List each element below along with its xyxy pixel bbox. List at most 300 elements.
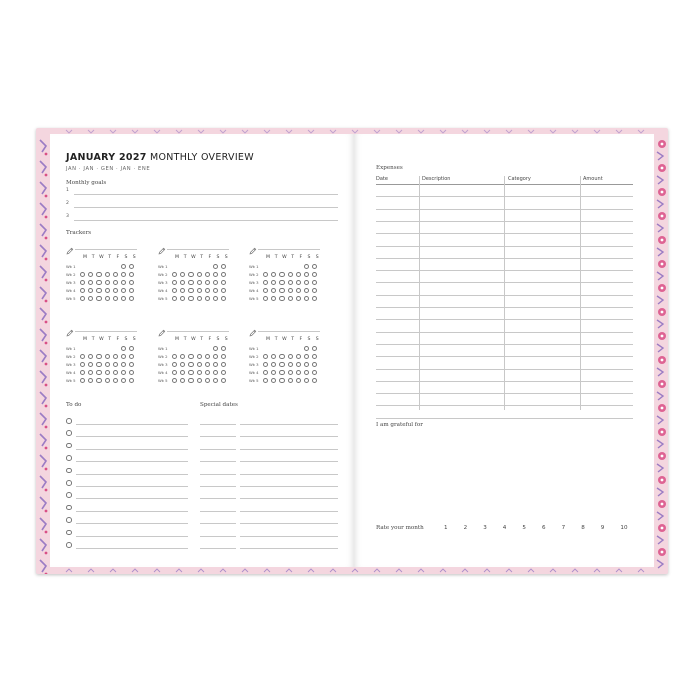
weekday-label: M [83, 255, 87, 260]
tracker-circle [312, 288, 317, 293]
edge-sprig [264, 130, 270, 133]
habit-tracker [158, 324, 233, 383]
tracker-circle [88, 354, 93, 359]
tracker-circle [221, 264, 226, 269]
flower-leaf [657, 464, 663, 472]
tracker-circle [296, 362, 301, 367]
weekday-label: T [200, 337, 203, 342]
edge-sprig [374, 569, 380, 572]
edge-sprig [198, 569, 204, 572]
tracker-circle [304, 296, 309, 301]
tracker-circle [113, 354, 118, 359]
goal-line [74, 194, 338, 195]
tracker-circle [121, 264, 126, 269]
tracker-circle [129, 288, 134, 293]
special-date-short-line [200, 523, 236, 524]
tracker-circle [263, 296, 268, 301]
sprig-bud [45, 489, 48, 492]
tracker-circle [221, 378, 226, 383]
tracker-name-line [258, 331, 320, 332]
column-amount: Amount [583, 176, 603, 182]
tracker-circle [304, 346, 309, 351]
tracker-circle [279, 288, 284, 293]
tracker-circle [96, 288, 101, 293]
tracker-circle [121, 280, 126, 285]
weekday-label: T [183, 337, 187, 342]
tracker-circle [304, 362, 309, 367]
edge-sprig [66, 569, 72, 572]
title-month: JANUARY 2027 [66, 152, 147, 163]
week-label: Wk 4 [249, 370, 259, 375]
week-label: Wk 4 [158, 370, 168, 375]
todo-line [76, 449, 188, 450]
weekday-label: M [175, 255, 179, 260]
week-label: Wk 4 [66, 370, 76, 375]
edge-sprig [594, 569, 600, 572]
edge-sprig [484, 569, 490, 572]
column-category: Category [508, 176, 531, 182]
tracker-circle [197, 280, 202, 285]
week-label: Wk 2 [249, 272, 259, 277]
tracker-circle [221, 280, 226, 285]
tracker-circle [312, 354, 317, 359]
habit-tracker [66, 324, 141, 383]
tracker-circle [121, 272, 126, 277]
edge-sprig [132, 130, 138, 133]
tracker-circle [304, 370, 309, 375]
weekday-label: W [191, 337, 196, 342]
sprig-bud [45, 531, 48, 534]
pencil-icon [66, 324, 74, 332]
tracker-circle [271, 378, 276, 383]
weekday-label: S [132, 255, 136, 260]
special-dates-label: Special dates [200, 402, 238, 408]
week-label: Wk 3 [158, 280, 168, 285]
sprig-leaf [40, 140, 46, 152]
sprig-bud [45, 552, 48, 555]
tracker-circle [304, 264, 309, 269]
grateful-label: I am grateful for [376, 422, 423, 428]
edge-sprig [374, 130, 380, 133]
sprig-bud [45, 342, 48, 345]
weekday-label: F [299, 337, 303, 342]
tracker-circle [296, 280, 301, 285]
sprig-leaf [40, 224, 46, 236]
sprig-leaf [40, 476, 46, 488]
sprig-bud [45, 321, 48, 324]
flower-center [661, 143, 664, 146]
sprig-leaf [40, 434, 46, 446]
tracker-circle [312, 370, 317, 375]
special-date-short-line [200, 498, 236, 499]
flower-leaf [657, 392, 663, 400]
sprig-bud [45, 174, 48, 177]
sprig-leaf [40, 161, 46, 173]
tracker-circle [88, 370, 93, 375]
tracker-circle [279, 370, 284, 375]
tracker-circle [113, 378, 118, 383]
tracker-circle [88, 272, 93, 277]
tracker-circle [188, 296, 193, 301]
sprig-leaf [40, 497, 46, 509]
tracker-circle [188, 272, 193, 277]
tracker-circle [180, 370, 185, 375]
sprig-bud [45, 216, 48, 219]
week-label: Wk 5 [158, 296, 168, 301]
tracker-circle [279, 296, 284, 301]
rate-number: 4 [502, 525, 507, 531]
tracker-circle [129, 272, 134, 277]
tracker-circle [288, 354, 293, 359]
weekday-label: W [191, 255, 196, 260]
week-label: Wk 5 [249, 296, 259, 301]
flower-leaf [657, 368, 663, 376]
flower-center [661, 527, 664, 530]
tracker-circle [221, 288, 226, 293]
special-date-line [240, 498, 338, 499]
tracker-circle [105, 354, 110, 359]
weekday-label: T [108, 255, 111, 260]
habit-tracker [158, 242, 233, 301]
todo-line [76, 474, 188, 475]
flower-center [661, 431, 664, 434]
pencil-icon [249, 324, 257, 332]
edge-sprig [638, 569, 644, 572]
tracker-circle [312, 264, 317, 269]
tracker-circle [271, 288, 276, 293]
tracker-circle [263, 280, 268, 285]
tracker-circle [304, 378, 309, 383]
weekday-label: F [208, 337, 212, 342]
tracker-circle [271, 362, 276, 367]
monthly-overview-page [50, 134, 354, 567]
todo-checkbox [66, 468, 72, 474]
tracker-circle [197, 362, 202, 367]
edge-sprig [594, 130, 600, 133]
tracker-circle [213, 370, 218, 375]
special-date-line [240, 461, 338, 462]
sprig-bud [45, 195, 48, 198]
rate-number: 9 [600, 525, 605, 531]
weekday-label: T [91, 337, 95, 342]
tracker-circle [113, 362, 118, 367]
tracker-circle [80, 354, 85, 359]
tracker-circle [296, 272, 301, 277]
edge-sprig [506, 569, 512, 572]
edge-sprig [88, 569, 94, 572]
sprig-leaf [40, 287, 46, 299]
tracker-circle [205, 296, 210, 301]
week-label: Wk 4 [249, 288, 259, 293]
flower-center [661, 407, 664, 410]
tracker-name-line [75, 331, 137, 332]
tracker-circle [113, 288, 118, 293]
tracker-circle [105, 362, 110, 367]
tracker-circle [296, 354, 301, 359]
tracker-circle [129, 280, 134, 285]
todo-line [76, 498, 188, 499]
tracker-circle [188, 378, 193, 383]
week-label: Wk 5 [66, 378, 76, 383]
flower-leaf [657, 272, 663, 280]
tracker-circle [180, 296, 185, 301]
tracker-circle [213, 264, 218, 269]
tracker-circle [96, 378, 101, 383]
edge-sprig [242, 569, 248, 572]
sprig-leaf [40, 266, 46, 278]
tracker-circle [279, 354, 284, 359]
todo-line [76, 511, 188, 512]
sprig-leaf [40, 518, 46, 530]
sprig-bud [45, 426, 48, 429]
weekday-label: T [183, 255, 187, 260]
sprig-leaf [40, 182, 46, 194]
tracker-circle [271, 370, 276, 375]
tracker-circle [80, 362, 85, 367]
special-date-line [240, 511, 338, 512]
flower-center [661, 191, 664, 194]
tracker-circle [197, 296, 202, 301]
tracker-circle [197, 272, 202, 277]
weekday-label: T [291, 255, 294, 260]
edge-sprig [440, 130, 446, 133]
flower-leaf [657, 296, 663, 304]
tracker-circle [96, 280, 101, 285]
tracker-circle [288, 362, 293, 367]
tracker-circle [172, 378, 177, 383]
todo-line [76, 436, 188, 437]
tracker-circle [296, 378, 301, 383]
tracker-circle [213, 296, 218, 301]
habit-tracker [249, 324, 324, 383]
todo-line [76, 548, 188, 549]
month-translations: JAN · JAN · GEN · JAN · ENE [66, 166, 151, 172]
special-date-line [240, 486, 338, 487]
tracker-circle [271, 280, 276, 285]
todo-label: To do [66, 402, 82, 408]
tracker-circle [96, 354, 101, 359]
special-date-short-line [200, 474, 236, 475]
tracker-circle [188, 288, 193, 293]
edge-sprig [352, 569, 358, 572]
tracker-circle [263, 370, 268, 375]
tracker-circle [288, 296, 293, 301]
special-date-short-line [200, 486, 236, 487]
special-date-short-line [200, 424, 236, 425]
tracker-circle [188, 370, 193, 375]
tracker-circle [213, 378, 218, 383]
tracker-circle [288, 288, 293, 293]
tracker-circle [180, 354, 185, 359]
tracker-circle [221, 370, 226, 375]
sprig-leaf [40, 539, 46, 551]
sprig-bud [45, 447, 48, 450]
column-date: Date [376, 176, 388, 182]
week-label: Wk 2 [249, 354, 259, 359]
tracker-circle [172, 362, 177, 367]
flower-center [661, 383, 664, 386]
tracker-circle [80, 288, 85, 293]
tracker-circle [113, 370, 118, 375]
sprig-leaf [40, 308, 46, 320]
tracker-circle [279, 280, 284, 285]
flower-leaf [657, 224, 663, 232]
edge-sprig [572, 130, 578, 133]
weekday-label: F [116, 337, 120, 342]
week-label: Wk 3 [66, 280, 76, 285]
weekday-label: S [307, 337, 311, 342]
tracker-circle [80, 370, 85, 375]
tracker-circle [88, 280, 93, 285]
todo-checkbox [66, 542, 72, 548]
tracker-circle [88, 362, 93, 367]
flower-center [661, 215, 664, 218]
week-label: Wk 1 [158, 346, 168, 351]
tracker-circle [129, 370, 134, 375]
edge-sprig [154, 130, 160, 133]
rate-number: 8 [581, 525, 585, 531]
edge-sprig [528, 130, 534, 133]
tracker-name-line [75, 249, 137, 250]
tracker-name-line [167, 249, 229, 250]
rate-number: 2 [463, 525, 468, 531]
flower-leaf [657, 536, 663, 544]
tracker-circle [113, 272, 118, 277]
tracker-circle [263, 362, 268, 367]
tracker-circle [96, 272, 101, 277]
weekday-label: M [266, 337, 270, 342]
tracker-circle [213, 362, 218, 367]
tracker-circle [296, 296, 301, 301]
tracker-circle [271, 354, 276, 359]
habit-tracker [249, 242, 324, 301]
tracker-circle [105, 280, 110, 285]
weekday-label: S [315, 337, 319, 342]
edge-sprig [572, 569, 578, 572]
week-label: Wk 5 [66, 296, 76, 301]
tracker-circle [96, 362, 101, 367]
sprig-leaf [40, 245, 46, 257]
sprig-bud [45, 258, 48, 261]
weekday-label: S [224, 337, 228, 342]
monthly-goals-label: Monthly goals [66, 180, 107, 186]
week-label: Wk 4 [158, 288, 168, 293]
tracker-circle [221, 354, 226, 359]
tracker-circle [180, 378, 185, 383]
sprig-bud [45, 573, 48, 574]
weekday-label: S [216, 255, 220, 260]
todo-checkbox [66, 455, 72, 461]
tracker-circle [80, 280, 85, 285]
special-date-short-line [200, 436, 236, 437]
tracker-circle [205, 272, 210, 277]
tracker-circle [221, 346, 226, 351]
weekday-label: F [299, 255, 303, 260]
special-date-short-line [200, 461, 236, 462]
sprig-leaf [40, 371, 46, 383]
goal-number: 1 [66, 188, 69, 193]
tracker-circle [80, 378, 85, 383]
tracker-circle [197, 288, 202, 293]
planner-spread [36, 128, 668, 574]
todo-checkbox [66, 492, 72, 498]
flower-leaf [657, 512, 663, 520]
flower-leaf [657, 560, 663, 568]
special-date-short-line [200, 548, 236, 549]
edge-sprig [198, 130, 204, 133]
tracker-circle [304, 354, 309, 359]
special-date-line [240, 523, 338, 524]
flower-center [661, 287, 664, 290]
tracker-circle [197, 370, 202, 375]
tracker-circle [304, 280, 309, 285]
tracker-circle [263, 272, 268, 277]
week-label: Wk 5 [158, 378, 168, 383]
tracker-circle [105, 370, 110, 375]
week-label: Wk 2 [66, 272, 76, 277]
expenses-label: Expenses [376, 165, 403, 171]
tracker-circle [121, 354, 126, 359]
sprig-leaf [40, 413, 46, 425]
edge-sprig [352, 130, 358, 133]
special-date-line [240, 536, 338, 537]
table-column-divider [419, 176, 420, 410]
flower-center [661, 479, 664, 482]
flower-center [661, 551, 664, 554]
todo-checkbox [66, 430, 72, 436]
week-label: Wk 4 [66, 288, 76, 293]
edge-sprig [220, 569, 226, 572]
tracker-circle [213, 272, 218, 277]
tracker-circle [205, 354, 210, 359]
flower-leaf [657, 440, 663, 448]
edge-sprig [308, 569, 314, 572]
edge-sprig [418, 130, 424, 133]
tracker-circle [312, 272, 317, 277]
page-title [66, 152, 254, 163]
edge-sprig [440, 569, 446, 572]
rate-number: 10 [620, 525, 628, 531]
sprig-bud [45, 384, 48, 387]
tracker-circle [88, 288, 93, 293]
tracker-circle [88, 378, 93, 383]
table-column-divider [580, 176, 581, 410]
special-date-short-line [200, 536, 236, 537]
tracker-circle [88, 296, 93, 301]
tracker-circle [296, 370, 301, 375]
weekday-label: T [291, 337, 294, 342]
flower-center [661, 455, 664, 458]
edge-sprig [528, 569, 534, 572]
weekday-label: T [274, 337, 278, 342]
tracker-circle [205, 362, 210, 367]
tracker-name-line [258, 249, 320, 250]
weekday-label: S [224, 255, 228, 260]
weekday-label: S [132, 337, 136, 342]
week-label: Wk 3 [249, 362, 259, 367]
weekday-label: W [99, 255, 104, 260]
tracker-circle [197, 354, 202, 359]
pencil-icon [158, 242, 166, 250]
tracker-name-line [167, 331, 229, 332]
tracker-circle [80, 296, 85, 301]
flower-leaf [657, 152, 663, 160]
tracker-circle [105, 288, 110, 293]
weekday-label: T [91, 255, 95, 260]
tracker-circle [263, 378, 268, 383]
sprig-leaf [40, 455, 46, 467]
weekday-label: M [83, 337, 87, 342]
